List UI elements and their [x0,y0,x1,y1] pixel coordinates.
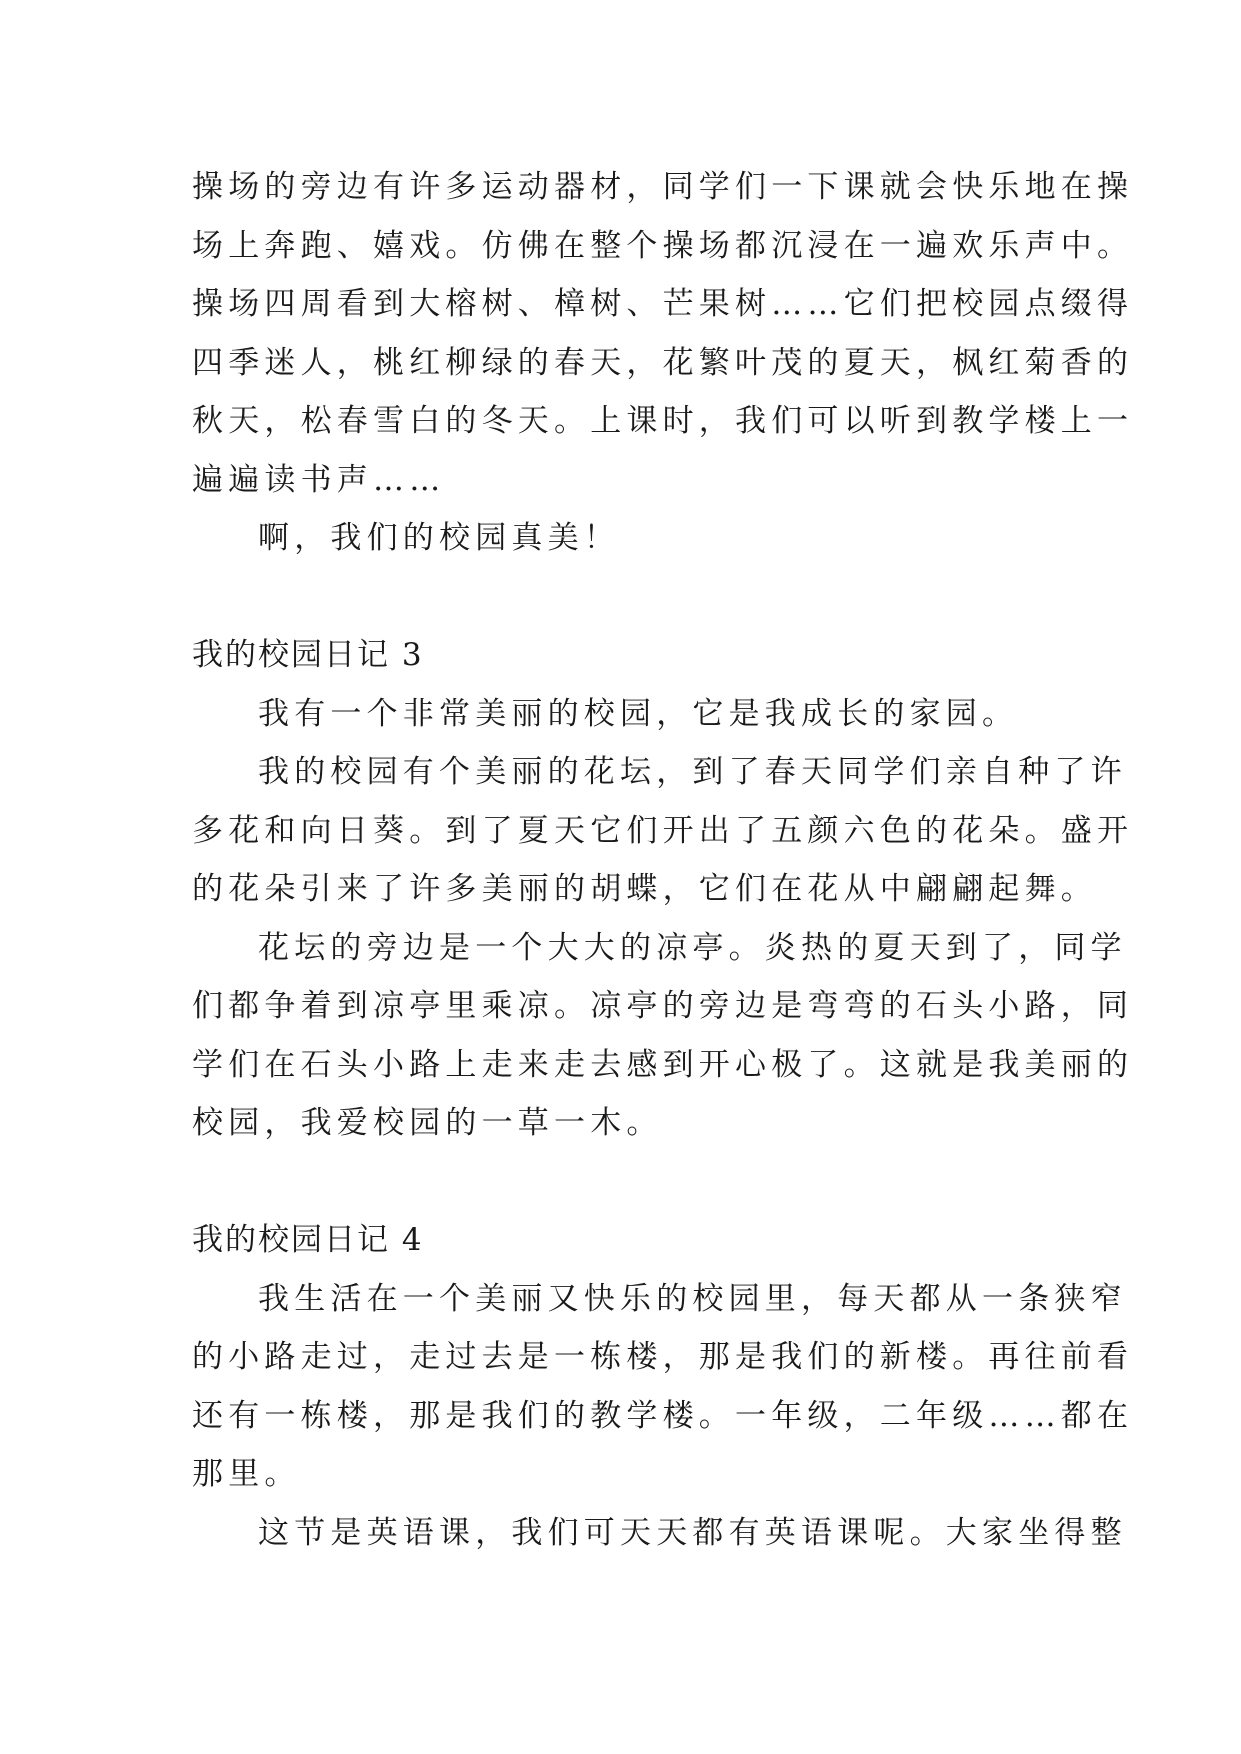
text-line: 的花朵引来了许多美丽的胡蝶，它们在花从中翩翩起舞。 [192,871,1097,907]
text-line: 遍遍读书声…… [192,461,446,498]
section2-tail-paragraph [192,158,1134,509]
closing-sentence: 啊，我们的校园真美！ [258,520,620,556]
section-gap [192,1153,1070,1212]
text-line: 们都争着到凉亭里乘凉。凉亭的旁边是弯弯的石头小路，同 [192,988,1134,1024]
text-line: 花坛的旁边是一个大大的凉亭。炎热的夏天到了，同学 [258,929,1127,966]
section4-paragraph-1 [192,1270,1134,1504]
text-line: 秋天，松春雪白的冬天。上课时，我们可以听到教学楼上一 [192,403,1134,439]
section3-paragraph-2 [192,743,1134,919]
text-line: 还有一栋楼，那是我们的教学楼。一年级，二年级……都在 [192,1397,1134,1434]
document-page [192,158,1134,1562]
section4-title: 我的校园日记 4 [192,1222,424,1258]
text-line: 操场的旁边有许多运动器材，同学们一下课就会快乐地在操 [192,169,1134,205]
text-line: 操场四周看到大榕树、樟树、芒果树……它们把校园点缀得 [192,286,1134,322]
section3-paragraph-3 [192,919,1134,1153]
section-gap [192,568,1070,627]
text-line: 多花和向日葵。到了夏天它们开出了五颜六色的花朵。盛开 [192,812,1134,849]
section3-title: 我的校园日记 3 [192,637,424,673]
text-line: 我的校园有个美丽的花坛，到了春天同学们亲自种了许 [258,754,1127,790]
text-line: 校园，我爱校园的一草一木。 [192,1105,663,1141]
text-line: 我生活在一个美丽又快乐的校园里，每天都从一条狭窄 [258,1280,1127,1317]
section3-paragraph-1: 我有一个非常美丽的校园，它是我成长的家园。 [258,695,1019,732]
text-line: 四季迷人，桃红柳绿的春天，花繁叶茂的夏天，枫红菊香的 [192,344,1134,381]
text-line: 这节是英语课，我们可天天都有英语课呢。大家坐得整 [258,1514,1127,1551]
text-line: 的小路走过，走过去是一栋楼，那是我们的新楼。再往前看 [192,1339,1134,1375]
section4-paragraph-2 [192,1504,1127,1563]
text-line: 场上奔跑、嬉戏。仿佛在整个操场都沉浸在一遍欢乐声中。 [192,227,1134,264]
text-line: 学们在石头小路上走来走去感到开心极了。这就是我美丽的 [192,1046,1134,1083]
text-line: 那里。 [192,1456,301,1492]
